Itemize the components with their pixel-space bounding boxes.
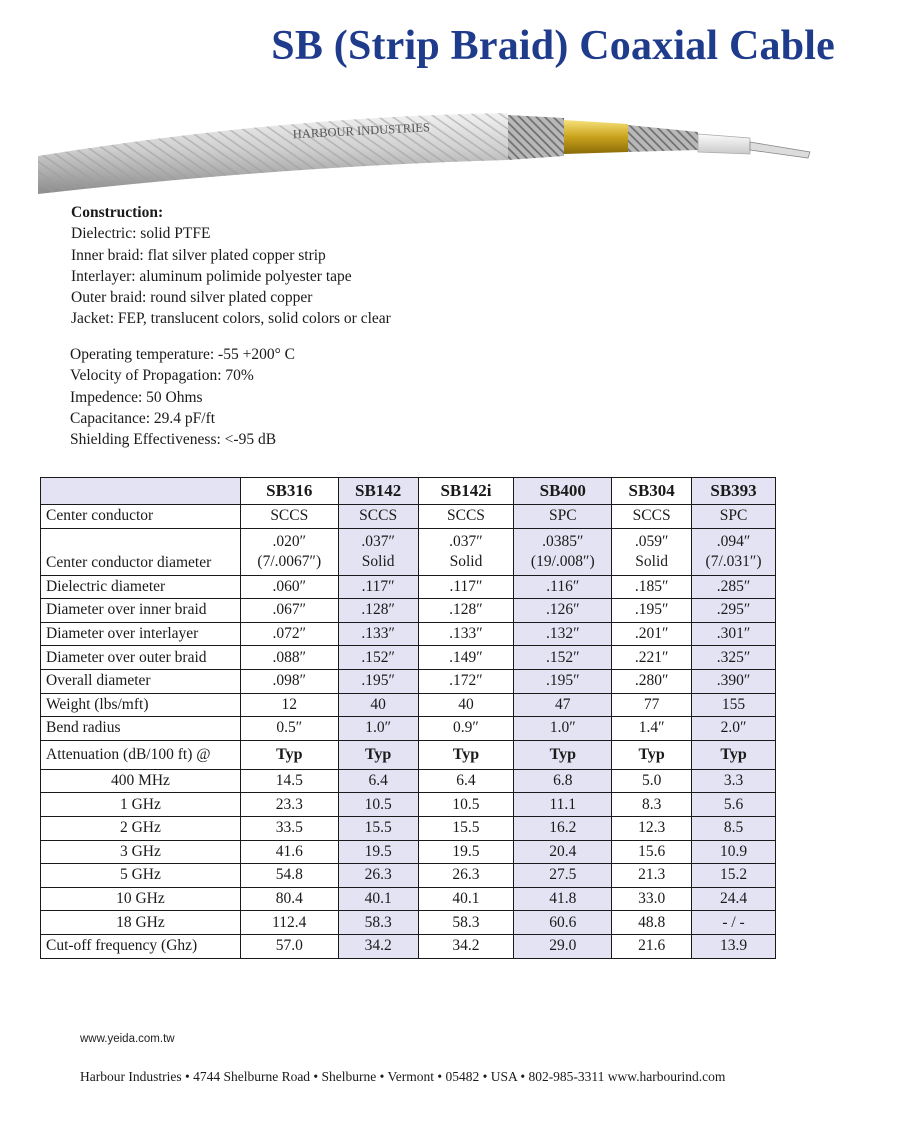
attenuation-value: 80.4 — [240, 887, 338, 911]
attenuation-value: 5.0 — [612, 769, 692, 793]
row-label: Diameter over inner braid — [41, 599, 241, 623]
cell-value: .195″ — [361, 672, 395, 690]
table-cell — [514, 575, 612, 599]
table-cell — [692, 599, 776, 623]
table-cell — [692, 717, 776, 741]
frequency-label: 10 GHz — [41, 887, 241, 911]
attenuation-value: 20.4 — [514, 840, 612, 864]
attenuation-value: 27.5 — [514, 864, 612, 888]
table-cell — [418, 622, 514, 646]
spec-line: Operating temperature: -55 +200° C — [70, 346, 295, 363]
cell-subvalue: (19/.008″) — [530, 552, 595, 570]
table-cell — [240, 622, 338, 646]
attenuation-value: 3.3 — [692, 769, 776, 793]
attenuation-value: 112.4 — [240, 911, 338, 935]
attenuation-value: 24.4 — [692, 887, 776, 911]
cutoff-value: 34.2 — [338, 934, 418, 958]
attenuation-value: 48.8 — [612, 911, 692, 935]
row-label: Diameter over interlayer — [41, 622, 241, 646]
attenuation-row — [41, 816, 776, 840]
cell-value: .094″ — [716, 532, 751, 550]
construction-line: Interlayer: aluminum polimide polyester tape — [71, 267, 352, 285]
table-cell — [338, 622, 418, 646]
table-cell — [240, 575, 338, 599]
cell-value: 1.0″ — [549, 719, 576, 737]
cell-value: .088″ — [272, 648, 307, 666]
table-cell — [418, 528, 514, 575]
frequency-label: 2 GHz — [41, 816, 241, 840]
typ-label: Typ — [612, 740, 692, 769]
coaxial-cable-image — [38, 98, 818, 208]
cell-value: .098″ — [272, 672, 307, 690]
cell-value: .195″ — [634, 601, 669, 619]
cell-value: .285″ — [716, 577, 751, 595]
cell-value: .060″ — [272, 577, 307, 595]
attenuation-value: 8.3 — [612, 793, 692, 817]
attenuation-value: 15.2 — [692, 864, 776, 888]
construction-line: Inner braid: flat silver plated copper strip — [71, 246, 326, 264]
table-cell — [612, 575, 692, 599]
cell-value: 0.5″ — [276, 719, 303, 737]
table-row — [41, 669, 776, 693]
table-cell — [418, 505, 514, 529]
table-cell — [514, 669, 612, 693]
table-cell — [514, 528, 612, 575]
cell-value: SCCS — [359, 507, 398, 525]
table-row — [41, 599, 776, 623]
row-label: Bend radius — [41, 717, 241, 741]
cell-value: SCCS — [632, 507, 671, 525]
frequency-label: 1 GHz — [41, 793, 241, 817]
attenuation-value: 58.3 — [338, 911, 418, 935]
attenuation-value: 26.3 — [338, 864, 418, 888]
attenuation-label: Attenuation (dB/100 ft) @ — [41, 740, 241, 769]
typ-label: Typ — [514, 740, 612, 769]
row-label: Weight (lbs/mft) — [41, 693, 241, 717]
cell-value: .221″ — [634, 648, 669, 666]
cell-value: .149″ — [449, 648, 483, 666]
cell-value: .301″ — [716, 625, 751, 643]
frequency-label: 18 GHz — [41, 911, 241, 935]
table-cell — [418, 575, 514, 599]
cell-value: .059″ — [634, 532, 669, 550]
table-cell — [692, 505, 776, 529]
attenuation-row — [41, 769, 776, 793]
cable-brand-label: HARBOUR INDUSTRIES — [292, 120, 431, 142]
attenuation-value: 6.4 — [418, 769, 514, 793]
cell-value: 12 — [281, 695, 298, 713]
table-cell — [514, 505, 612, 529]
cell-value: .280″ — [634, 672, 669, 690]
table-row — [41, 717, 776, 741]
column-header: SB142 — [338, 478, 418, 505]
website-url: www.yeida.com.tw — [80, 1033, 175, 1045]
attenuation-value: 21.3 — [612, 864, 692, 888]
cell-value: .0385″ — [542, 532, 584, 550]
cutoff-value: 29.0 — [514, 934, 612, 958]
cell-value: .037″ — [449, 532, 483, 550]
table-cell — [338, 599, 418, 623]
attenuation-value: 6.4 — [338, 769, 418, 793]
cell-value: SCCS — [447, 507, 485, 525]
cell-value: .152″ — [545, 648, 580, 666]
attenuation-value: 11.1 — [514, 793, 612, 817]
attenuation-value: 23.3 — [240, 793, 338, 817]
attenuation-header-row — [41, 740, 776, 769]
cell-value: 1.0″ — [365, 719, 392, 737]
table-cell — [240, 505, 338, 529]
table-row — [41, 693, 776, 717]
table-cell — [692, 669, 776, 693]
cutoff-value: 57.0 — [240, 934, 338, 958]
table-cell — [240, 646, 338, 670]
table-cell — [612, 669, 692, 693]
typ-label: Typ — [692, 740, 776, 769]
frequency-label: 400 MHz — [41, 769, 241, 793]
column-header: SB393 — [692, 478, 776, 505]
cell-value: 155 — [721, 695, 746, 713]
table-cell — [338, 575, 418, 599]
cutoff-row — [41, 934, 776, 958]
cell-value: .117″ — [449, 577, 483, 595]
table-cell — [692, 693, 776, 717]
cell-value: .195″ — [545, 672, 580, 690]
table-cell — [240, 693, 338, 717]
cell-subvalue: (7/.031″) — [705, 552, 762, 570]
frequency-label: 5 GHz — [41, 864, 241, 888]
attenuation-value: 41.8 — [514, 887, 612, 911]
cell-value: SCCS — [270, 507, 309, 525]
cell-value: .295″ — [716, 601, 751, 619]
cell-value: .067″ — [272, 601, 307, 619]
cell-value: .132″ — [545, 625, 580, 643]
cell-value: .152″ — [361, 648, 395, 666]
attenuation-value: 16.2 — [514, 816, 612, 840]
attenuation-value: 8.5 — [692, 816, 776, 840]
attenuation-value: 15.6 — [612, 840, 692, 864]
attenuation-value: 26.3 — [418, 864, 514, 888]
attenuation-value: 40.1 — [418, 887, 514, 911]
cell-value: .020″ — [272, 532, 307, 550]
attenuation-value: 41.6 — [240, 840, 338, 864]
attenuation-value: 19.5 — [418, 840, 514, 864]
table-cell — [612, 505, 692, 529]
attenuation-value: 10.5 — [338, 793, 418, 817]
table-cell — [338, 505, 418, 529]
table-row — [41, 646, 776, 670]
attenuation-value: 40.1 — [338, 887, 418, 911]
table-cell — [338, 717, 418, 741]
table-cell — [338, 669, 418, 693]
table-cell — [612, 646, 692, 670]
cell-value: .117″ — [361, 577, 395, 595]
cell-subvalue: (7/.0067″) — [257, 552, 322, 570]
cutoff-value: 21.6 — [612, 934, 692, 958]
typ-label: Typ — [418, 740, 514, 769]
table-cell — [612, 599, 692, 623]
cell-value: 77 — [643, 695, 660, 713]
table-cell — [338, 528, 418, 575]
attenuation-value: 10.5 — [418, 793, 514, 817]
cell-value: 2.0″ — [720, 719, 747, 737]
cutoff-value: 13.9 — [692, 934, 776, 958]
row-label: Center conductor diameter — [41, 528, 241, 575]
cell-value: .390″ — [716, 672, 751, 690]
table-cell — [612, 622, 692, 646]
table-cell — [514, 693, 612, 717]
table-cell — [418, 717, 514, 741]
cell-value: .037″ — [361, 532, 395, 550]
cell-value: .201″ — [634, 625, 669, 643]
column-header: SB316 — [240, 478, 338, 505]
cell-value: SPC — [548, 507, 577, 525]
attenuation-row — [41, 793, 776, 817]
cell-value: .133″ — [449, 625, 483, 643]
cell-value: .185″ — [634, 577, 669, 595]
column-header: SB400 — [514, 478, 612, 505]
table-cell — [612, 693, 692, 717]
cell-subvalue: Solid — [361, 552, 395, 570]
construction-heading: Construction: — [71, 204, 164, 221]
cell-value: .172″ — [449, 672, 483, 690]
attenuation-row — [41, 864, 776, 888]
attenuation-row — [41, 840, 776, 864]
attenuation-value: 33.0 — [612, 887, 692, 911]
cell-value: .128″ — [449, 601, 483, 619]
frequency-label: 3 GHz — [41, 840, 241, 864]
table-cell — [692, 528, 776, 575]
attenuation-row — [41, 911, 776, 935]
construction-section — [71, 202, 391, 330]
table-cell — [338, 646, 418, 670]
typ-label: Typ — [240, 740, 338, 769]
table-cell — [514, 646, 612, 670]
row-label: Diameter over outer braid — [41, 646, 241, 670]
column-header: SB142i — [418, 478, 514, 505]
table-cell — [240, 717, 338, 741]
attenuation-value: 33.5 — [240, 816, 338, 840]
table-cell — [514, 717, 612, 741]
table-row — [41, 575, 776, 599]
table-cell — [692, 575, 776, 599]
construction-line: Dielectric: solid PTFE — [71, 225, 211, 243]
attenuation-value: 60.6 — [514, 911, 612, 935]
cell-value: .072″ — [272, 625, 307, 643]
cell-subvalue: Solid — [449, 552, 483, 570]
construction-line: Jacket: FEP, translucent colors, solid colors or clear — [71, 310, 391, 328]
table-cell — [240, 528, 338, 575]
table-cell — [692, 622, 776, 646]
cell-value: 47 — [555, 695, 571, 713]
table-row — [41, 622, 776, 646]
specifications-table — [40, 477, 776, 959]
cell-value: .128″ — [361, 601, 395, 619]
attenuation-row — [41, 887, 776, 911]
cutoff-value: 34.2 — [418, 934, 514, 958]
attenuation-value: 54.8 — [240, 864, 338, 888]
table-cell — [692, 646, 776, 670]
table-cell — [418, 599, 514, 623]
table-row — [41, 505, 776, 529]
attenuation-value: - / - — [692, 911, 776, 935]
row-label: Dielectric diameter — [41, 575, 241, 599]
cell-value: .133″ — [361, 625, 395, 643]
spec-line: Capacitance: 29.4 pF/ft — [70, 409, 216, 427]
cutoff-label: Cut-off frequency (Ghz) — [41, 934, 241, 958]
row-label: Center conductor — [41, 505, 241, 529]
attenuation-value: 10.9 — [692, 840, 776, 864]
typ-label: Typ — [338, 740, 418, 769]
cell-value: SPC — [719, 507, 748, 525]
attenuation-value: 6.8 — [514, 769, 612, 793]
table-cell — [612, 717, 692, 741]
attenuation-value: 5.6 — [692, 793, 776, 817]
row-label: Overall diameter — [41, 669, 241, 693]
attenuation-value: 58.3 — [418, 911, 514, 935]
footer-address: Harbour Industries • 4744 Shelburne Road • Shelburne • Vermont • 05482 • USA • 802-985-3311 www.harbourind.com — [80, 1069, 726, 1084]
column-header: SB304 — [612, 478, 692, 505]
cell-value: 40 — [370, 695, 386, 713]
electrical-specs-section — [70, 344, 295, 450]
table-row — [41, 528, 776, 575]
attenuation-value: 19.5 — [338, 840, 418, 864]
table-cell — [240, 599, 338, 623]
table-header-row — [41, 478, 776, 505]
table-cell — [514, 599, 612, 623]
construction-line: Outer braid: round silver plated copper — [71, 289, 313, 307]
table-cell — [418, 693, 514, 717]
cell-value: 0.9″ — [453, 719, 479, 737]
table-cell — [418, 646, 514, 670]
cell-value: .116″ — [546, 577, 580, 595]
attenuation-value: 14.5 — [240, 769, 338, 793]
table-cell — [418, 669, 514, 693]
header-blank-cell — [41, 478, 241, 505]
table-cell — [612, 528, 692, 575]
attenuation-value: 12.3 — [612, 816, 692, 840]
cell-value: .126″ — [545, 601, 580, 619]
cell-value: 1.4″ — [638, 719, 665, 737]
cell-value: 40 — [458, 695, 474, 713]
page-title: SB (Strip Braid) Coaxial Cable — [271, 23, 835, 69]
attenuation-value: 15.5 — [418, 816, 514, 840]
table-cell — [514, 622, 612, 646]
cell-subvalue: Solid — [635, 552, 668, 570]
spec-line: Impedence: 50 Ohms — [70, 388, 203, 406]
table-cell — [240, 669, 338, 693]
attenuation-value: 15.5 — [338, 816, 418, 840]
table-cell — [338, 693, 418, 717]
spec-line: Velocity of Propagation: 70% — [70, 367, 254, 385]
cell-value: .325″ — [716, 648, 751, 666]
spec-line: Shielding Effectiveness: <-95 dB — [70, 431, 277, 449]
